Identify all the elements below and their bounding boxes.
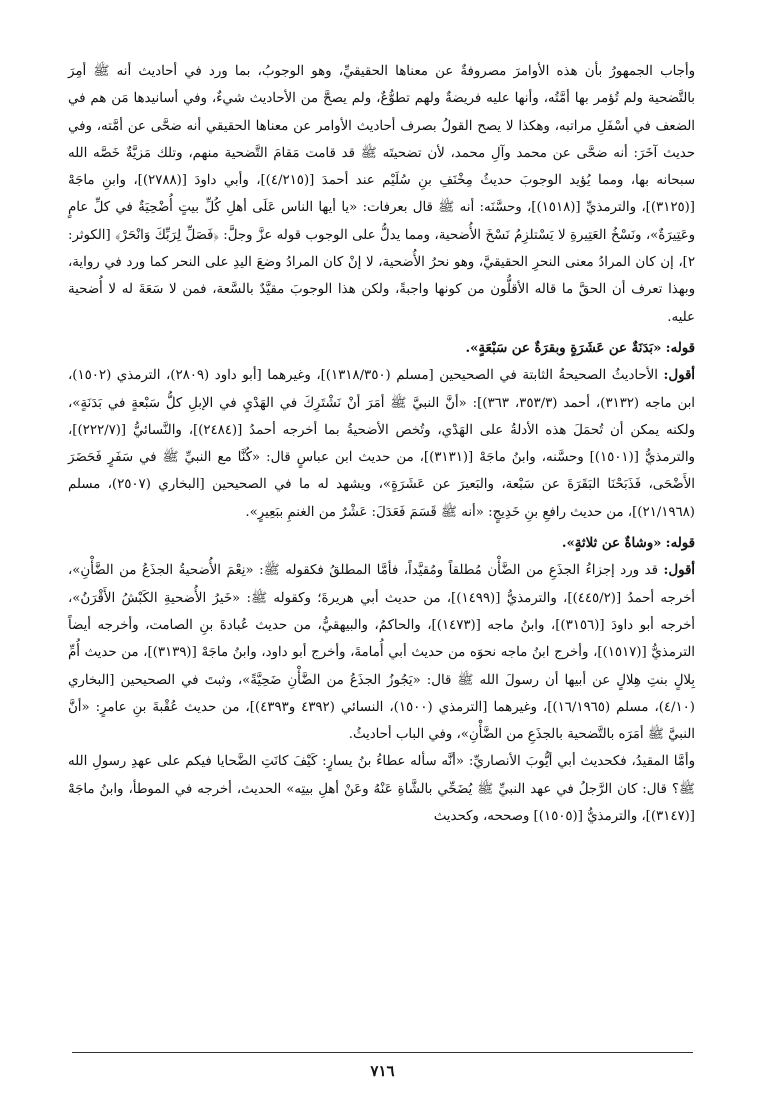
paragraph-4-text: «وشاةٌ عن ثلاثةٍ».	[561, 536, 662, 552]
paragraph-1	[68, 58, 695, 331]
page-number: ٧١٦	[370, 1062, 395, 1080]
paragraph-4	[68, 530, 695, 557]
footer-divider	[72, 1052, 693, 1053]
paragraph-3-label: أقول:	[663, 368, 695, 384]
paragraph-6	[68, 748, 695, 830]
paragraph-3	[68, 362, 695, 526]
paragraph-5-label: أقول:	[663, 563, 696, 579]
paragraph-2-text: «بَدَنَةٌ عن عَشَرَةٍ وبقرَةٌ عن سَبْعَةٍ».	[465, 340, 662, 356]
paragraph-5	[68, 557, 695, 748]
paragraph-2-label: قوله:	[665, 340, 695, 356]
paragraph-4-label: قوله:	[665, 536, 695, 552]
paragraph-1-text: وأجاب الجمهورُ بأن هذه الأوامرَ مصروفةٌ عن معناها الحقيقيِّ، وهو الوجوبُ، بما ورد في أحاديث أنه ﷺ أمِرَ بالتَّضحية ولم تُؤمر بها أمَّتُه، وأنها عليه فريضةٌ ولهم تطوُّعٌ، ولم يصحَّ من الأحاديث شيءٌ، وفي أسانيدها مَن هم في الضعف في أسْفَلِ مراتبه، وهكذا لا يصح القولُ بصرف أحاديث الأوامر عن معناها الحقيقي أنه ضحَّى عن أمَّته، وفي حديث آخَرَ: أنه ضحَّى عن محمد وآلِ محمد، لأن تضحيتَه ﷺ قد قامت مَقامَ التَّضحية منهم، وتلك مَزيَّةٌ خَصَّه الله سبحانه بها، ومما يُؤيد الوجوبَ حديثُ مِخْنَفِ بنِ سُلَيْم عند أحمدَ [(٤/٢١٥)]، وأبي داودَ [(٢٧٨٨)]، وابنِ ماجَهْ [(٣١٢٥)]، والترمذيِّ [(١٥١٨)]، وحسَّنَه: أنه ﷺ قال بعرفات: «يا أيها الناس عَلَى أهلِ كُلِّ بيتٍ أُضْحِيَةٌ في كلِّ عامٍ وعَتِيرَةٌ»، ونَسْخُ العَتِيرةِ لا يَسْتلزِمُ نَسْخَ الأُضحية، ومما يدلُّ على الوجوب قوله عزَّ وجلَّ: ﴿فَصَلِّ لِرَبِّكَ وَانْحَرْ﴾ [الكوثر: ٢]، إن كان المرادُ معنى النحرِ الحقيقيَّ، وهو نحرُ الأُضحية، لا إنْ كان المرادُ وضعَ اليدِ على النحر كما ورد في رواية، وبهذا تعرف أن الحقَّ ما قاله الأقلُّون من كونها واجبةً، ولكن هذا الوجوبَ مقيَّدٌ بالسَّعة، فمن لا سَعَةَ له لا أُضحية عليه.	[68, 64, 695, 325]
paragraph-3-text: الأحاديثُ الصحيحةُ الثابتة في الصحيحين [مسلم (١٣١٨/٣٥٠)]، وغيرهما [أبو داود (٢٨٠٩)، الترمذي (١٥٠٢)، ابن ماجه (٣١٣٢)، أحمد (٣٥٣/٣، ٣٦٣)]: «أنَّ النبيَّ ﷺ أمَرَ أنْ نَشْتَرِكَ في الهَدْيِ في الإبلِ كلُّ سَبْعةٍ في بَدَنَةٍ»، ولكنه يمكن أن تُحمَلَ هذه الأدلةُ على الهَدْي، وتُخص الأضحيةُ بما أخرجه أحمدُ [(٢٤٨٤)]، والنَّسائيُّ [(٢٢٢/٧)]، والترمذيُّ [(١٥٠١)] وحسَّنه، وابنُ ماجَهْ [(٣١٣١)]، من حديث ابن عباسٍ قال: «كُنَّا مع النبيِّ ﷺ في سَفَرٍ فَحَضَرَ الأَضْحَى، فَذَبَحْنَا البَقَرَةَ عن سَبْعة، والبَعيرَ عن عَشَرَةٍ»، ويشهد له ما في الصحيحين [البخاري (٢٥٠٧)، مسلم (٢١/١٩٦٨)]، من حديث رافعِ بنِ خَدِيجٍ: «أنه ﷺ قَسَمَ فَعَدَلَ: عَشْرٌ من الغنمِ ببَعِيرٍ».	[68, 368, 696, 520]
paragraph-5-text: قد ورد إجزاءُ الجذَعِ من الضَّأْن مُطلقاً ومُقيَّداً، فأمَّا المطلقُ فكقوله ﷺ: «نِعْمَ الأُضحيةُ الجذَعُ من الضَّأْنِ»، أخرجه أحمدُ [(٤٤٥/٢)]، والترمذيُّ [(١٤٩٩)]، من حديث أبي هريرةَ؛ وكقوله ﷺ: «خَيرُ الأُضحيةِ الكَبْشُ الأَقْرَنُ»، أخرجه أبو داودَ [(٣١٥٦)]، وابنُ ماجه [(١٤٧٣)]، والحاكمُ، والبيهقيُّ، من حديث عُبادةَ بنِ الصامت، وأخرجه أيضاً الترمذيُّ [(١٥١٧)]، وأخرج ابنُ ماجه نحوَه من حديث أبي أُمامةَ، وأخرج أبو داود، وابنُ ماجَهْ [(٣١٣٩)]، من حديث أُمِّ بِلالٍ بنتِ هِلالٍ عن أبيها أن رسولَ الله ﷺ قال: «يَجُوزُ الجذَعُ من الضَّأْنِ ضَحِيَّةً»، وثبتَ في الصحيحين [البخاري (٤/١٠)، مسلم (١٦/١٩٦٥)]، وغيرهما [الترمذي (١٥٠٠)، النسائي (٤٣٩٢ و٤٣٩٣)]، من حديث عُقْبةَ بنِ عامرٍ: «أنَّ النبيَّ ﷺ أمَرَه بالتَّضحية بالجذَعِ من الضَّأْنِ»، وفي الباب أحاديثُ.	[68, 563, 695, 743]
paragraph-6-text: وأمَّا المقيدُ، فكحديث أبي أيُّوبَ الأنصاريِّ: «أنَّه سأله عطاءُ بنُ يسارٍ: كَيْفَ كانَتِ الضَّحايا فيكم على عهدِ رسولِ الله ﷺ؟ قال: كان الرَّجلُ في عهد النبيِّ ﷺ يُضَحِّي بالشَّاةِ عَنْهُ وعَنْ أهلِ بيتِه» الحديث، أخرجه في الموطأ، وابنُ ماجَهْ [(٣١٤٧)]، والترمذيُّ [(١٥٠٥)] وصححه، وكحديث	[68, 754, 695, 825]
paragraph-2	[68, 335, 695, 362]
